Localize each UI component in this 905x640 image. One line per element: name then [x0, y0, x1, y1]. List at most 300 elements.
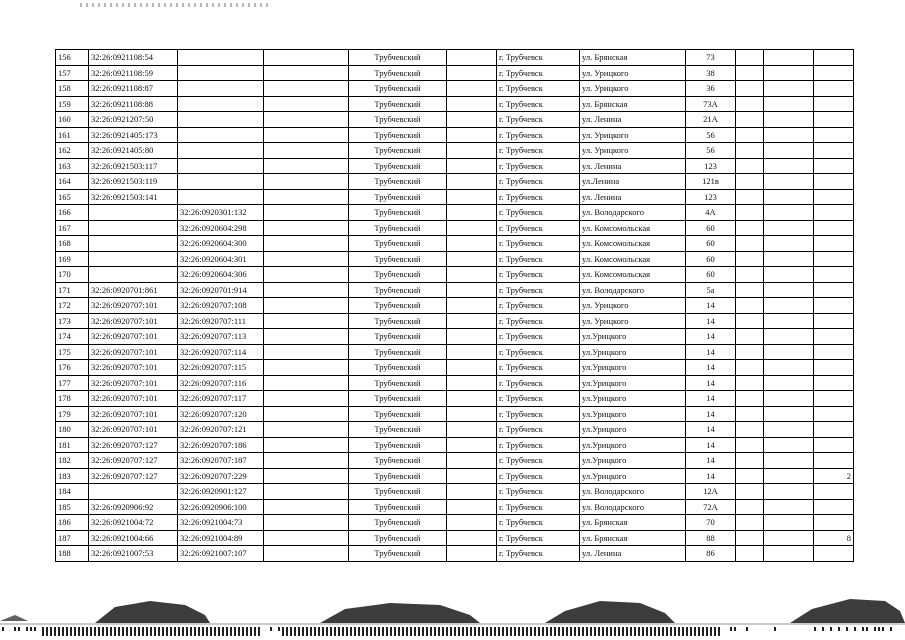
- scan-bottom-noise: [0, 585, 905, 640]
- scan-tick-mark: [322, 627, 324, 636]
- table-row: [56, 391, 854, 407]
- cell-blank4: [764, 391, 814, 407]
- cell-cad_b: 32:26:0920707:187: [178, 453, 264, 469]
- cell-street: ул. Брянская: [580, 96, 686, 112]
- cell-extra: [814, 189, 854, 205]
- cell-cad_b: [178, 96, 264, 112]
- scan-tick-mark: [198, 627, 200, 636]
- scan-tick-mark: [174, 627, 176, 636]
- table-row: [56, 422, 854, 438]
- cell-cad_a: 32:26:0920707:101: [89, 391, 178, 407]
- scan-tick-mark: [506, 627, 508, 636]
- cell-cad_a: [89, 267, 178, 283]
- scan-tick-mark: [178, 627, 180, 636]
- cell-blank2: [447, 189, 497, 205]
- scan-tick-mark: [878, 627, 880, 631]
- cell-extra: [814, 267, 854, 283]
- cell-blank3: [736, 267, 764, 283]
- scan-tick-mark: [270, 627, 272, 631]
- cell-street: ул. Урицкого: [580, 313, 686, 329]
- scan-tick-mark: [582, 627, 584, 636]
- cell-extra: [814, 158, 854, 174]
- cell-blank4: [764, 406, 814, 422]
- cell-blank2: [447, 298, 497, 314]
- scan-tick-mark: [618, 627, 620, 636]
- cell-district: Трубчевский: [349, 143, 447, 159]
- cell-blank2: [447, 251, 497, 267]
- cell-num: 159: [56, 96, 89, 112]
- cell-street: ул. Володарского: [580, 205, 686, 221]
- cell-street: ул. Ленина: [580, 189, 686, 205]
- cell-num: 160: [56, 112, 89, 128]
- cell-extra: [814, 422, 854, 438]
- cell-blank1: [264, 360, 349, 376]
- scan-tick-mark: [394, 627, 396, 636]
- scan-tick-mark: [830, 627, 832, 631]
- cell-city: г. Трубчевск: [497, 453, 580, 469]
- cell-street: ул.Урицкого: [580, 391, 686, 407]
- cell-blank4: [764, 267, 814, 283]
- cell-city: г. Трубчевск: [497, 143, 580, 159]
- scan-tick-mark: [34, 627, 36, 631]
- cell-street: ул. Комсомольская: [580, 251, 686, 267]
- cell-cad_b: [178, 174, 264, 190]
- cell-blank4: [764, 127, 814, 143]
- cell-blank1: [264, 313, 349, 329]
- scan-tick-mark: [362, 627, 364, 636]
- cell-blank4: [764, 65, 814, 81]
- cell-street: ул. Брянская: [580, 50, 686, 66]
- cell-blank3: [736, 515, 764, 531]
- scan-tick-mark: [534, 627, 536, 636]
- table-row: [56, 453, 854, 469]
- scan-tick-mark: [586, 627, 588, 636]
- table-row: [56, 313, 854, 329]
- cell-house: 14: [686, 453, 736, 469]
- cell-district: Трубчевский: [349, 484, 447, 500]
- cell-street: ул. Брянская: [580, 515, 686, 531]
- cell-blank4: [764, 50, 814, 66]
- scan-tick-mark: [230, 627, 232, 636]
- scan-tick-mark: [402, 627, 404, 636]
- scan-tick-mark: [462, 627, 464, 636]
- cell-blank1: [264, 112, 349, 128]
- scan-tick-mark: [242, 627, 244, 636]
- cell-house: 14: [686, 344, 736, 360]
- cell-district: Трубчевский: [349, 158, 447, 174]
- cell-blank3: [736, 189, 764, 205]
- table-row: [56, 65, 854, 81]
- table-row: [56, 515, 854, 531]
- cell-district: Трубчевский: [349, 96, 447, 112]
- cell-city: г. Трубчевск: [497, 344, 580, 360]
- scan-tick-mark: [166, 627, 168, 636]
- cell-extra: 8: [814, 530, 854, 546]
- scan-tick-mark: [470, 627, 472, 636]
- cell-num: 164: [56, 174, 89, 190]
- scan-tick-mark: [106, 627, 108, 636]
- scan-tick-mark: [94, 627, 96, 636]
- cell-house: 121в: [686, 174, 736, 190]
- scan-tick-mark: [706, 627, 708, 636]
- scan-tick-mark: [138, 627, 140, 636]
- table-row: [56, 437, 854, 453]
- cell-extra: [814, 375, 854, 391]
- cell-cad_a: 32:26:0921503:119: [89, 174, 178, 190]
- cell-blank2: [447, 422, 497, 438]
- cell-cad_b: [178, 81, 264, 97]
- cell-house: 38: [686, 65, 736, 81]
- scan-tick-mark: [518, 627, 520, 636]
- cell-district: Трубчевский: [349, 174, 447, 190]
- cell-blank2: [447, 81, 497, 97]
- scan-tick-mark: [658, 627, 660, 636]
- cell-cad_a: 32:26:0921405:173: [89, 127, 178, 143]
- scan-tick-mark: [614, 627, 616, 636]
- scan-tick-mark: [838, 627, 840, 631]
- scan-tick-mark: [366, 627, 368, 636]
- cell-house: 4А: [686, 205, 736, 221]
- table-row: [56, 298, 854, 314]
- cell-blank2: [447, 220, 497, 236]
- cell-num: 156: [56, 50, 89, 66]
- cell-extra: [814, 282, 854, 298]
- scan-tick-mark: [250, 627, 252, 636]
- cell-house: 73: [686, 50, 736, 66]
- scan-tick-mark: [570, 627, 572, 636]
- cell-house: 123: [686, 158, 736, 174]
- cell-blank2: [447, 96, 497, 112]
- cell-blank2: [447, 344, 497, 360]
- cell-blank4: [764, 96, 814, 112]
- cell-cad_a: 32:26:0921004:72: [89, 515, 178, 531]
- cell-blank2: [447, 267, 497, 283]
- scan-tick-mark: [378, 627, 380, 636]
- cell-cad_a: [89, 484, 178, 500]
- cell-street: ул.Урицкого: [580, 360, 686, 376]
- scan-tick-mark: [594, 627, 596, 636]
- cell-extra: [814, 344, 854, 360]
- cell-street: ул.Урицкого: [580, 437, 686, 453]
- scan-tick-mark: [70, 627, 72, 636]
- scan-tick-mark: [222, 627, 224, 636]
- scan-tick-mark: [190, 627, 192, 636]
- cell-num: 162: [56, 143, 89, 159]
- cell-num: 167: [56, 220, 89, 236]
- cell-extra: [814, 143, 854, 159]
- scan-tick-mark: [286, 627, 288, 636]
- cell-cad_a: 32:26:0921108:59: [89, 65, 178, 81]
- scan-tick-mark: [686, 627, 688, 636]
- cell-blank1: [264, 50, 349, 66]
- scan-tick-mark: [874, 627, 876, 631]
- cell-blank3: [736, 174, 764, 190]
- cell-blank2: [447, 515, 497, 531]
- scan-tick-mark: [774, 627, 776, 631]
- table-row: [56, 127, 854, 143]
- cell-cad_a: 32:26:0921503:141: [89, 189, 178, 205]
- cell-house: 5а: [686, 282, 736, 298]
- cell-blank4: [764, 282, 814, 298]
- cell-extra: [814, 251, 854, 267]
- cell-cad_b: [178, 112, 264, 128]
- cell-district: Трубчевский: [349, 406, 447, 422]
- cell-blank3: [736, 313, 764, 329]
- cell-street: ул. Володарского: [580, 484, 686, 500]
- cell-num: 168: [56, 236, 89, 252]
- cell-cad_b: 32:26:0920707:121: [178, 422, 264, 438]
- scan-tick-mark: [422, 627, 424, 636]
- cell-extra: [814, 298, 854, 314]
- cell-blank2: [447, 406, 497, 422]
- cell-extra: [814, 391, 854, 407]
- cell-blank1: [264, 251, 349, 267]
- cell-house: 56: [686, 127, 736, 143]
- cell-district: Трубчевский: [349, 81, 447, 97]
- cell-blank4: [764, 81, 814, 97]
- cell-house: 14: [686, 375, 736, 391]
- scan-tick-mark: [114, 627, 116, 636]
- cell-blank1: [264, 499, 349, 515]
- scan-tick-mark: [654, 627, 656, 636]
- cell-street: ул. Брянская: [580, 530, 686, 546]
- cell-num: 183: [56, 468, 89, 484]
- cell-cad_b: [178, 143, 264, 159]
- scan-tick-mark: [118, 627, 120, 636]
- cell-city: г. Трубчевск: [497, 112, 580, 128]
- cell-street: ул. Комсомольская: [580, 236, 686, 252]
- scan-tick-mark: [466, 627, 468, 636]
- cell-district: Трубчевский: [349, 65, 447, 81]
- cell-street: ул. Урицкого: [580, 65, 686, 81]
- cell-blank1: [264, 174, 349, 190]
- scan-tick-mark: [610, 627, 612, 636]
- cell-blank3: [736, 236, 764, 252]
- cell-blank3: [736, 422, 764, 438]
- cell-cad_a: 32:26:0920707:101: [89, 298, 178, 314]
- cell-blank2: [447, 65, 497, 81]
- scan-tick-mark: [486, 627, 488, 636]
- scan-tick-mark: [126, 627, 128, 636]
- cell-cad_b: 32:26:0921007:107: [178, 546, 264, 562]
- table-row: [56, 143, 854, 159]
- cell-blank1: [264, 437, 349, 453]
- table-row: [56, 360, 854, 376]
- cell-house: 14: [686, 360, 736, 376]
- scan-tick-mark: [30, 627, 32, 631]
- cell-blank1: [264, 205, 349, 221]
- cell-city: г. Трубчевск: [497, 468, 580, 484]
- cell-house: 56: [686, 143, 736, 159]
- cell-blank2: [447, 453, 497, 469]
- cell-cad_b: [178, 50, 264, 66]
- scan-tick-mark: [882, 627, 884, 631]
- cell-cad_a: [89, 251, 178, 267]
- cell-street: ул. Урицкого: [580, 298, 686, 314]
- cell-num: 184: [56, 484, 89, 500]
- scan-tick-mark: [386, 627, 388, 636]
- scan-tick-mark: [210, 627, 212, 636]
- cell-cad_b: 32:26:0921004:89: [178, 530, 264, 546]
- cell-extra: [814, 112, 854, 128]
- cell-city: г. Трубчевск: [497, 50, 580, 66]
- cell-blank4: [764, 220, 814, 236]
- cell-blank2: [447, 329, 497, 345]
- cell-district: Трубчевский: [349, 360, 447, 376]
- scan-tick-mark: [302, 627, 304, 636]
- cell-extra: [814, 313, 854, 329]
- table-row: [56, 329, 854, 345]
- cell-blank4: [764, 422, 814, 438]
- cell-blank3: [736, 329, 764, 345]
- scan-tick-mark: [450, 627, 452, 636]
- cell-house: 60: [686, 236, 736, 252]
- cell-house: 86: [686, 546, 736, 562]
- cell-district: Трубчевский: [349, 220, 447, 236]
- scan-tick-mark: [246, 627, 248, 636]
- scan-tick-mark: [474, 627, 476, 636]
- cell-city: г. Трубчевск: [497, 484, 580, 500]
- cell-blank4: [764, 174, 814, 190]
- cell-district: Трубчевский: [349, 530, 447, 546]
- cell-district: Трубчевский: [349, 127, 447, 143]
- scan-tick-mark: [538, 627, 540, 636]
- cell-city: г. Трубчевск: [497, 158, 580, 174]
- cell-blank2: [447, 282, 497, 298]
- cell-blank3: [736, 499, 764, 515]
- scan-tick-mark: [526, 627, 528, 636]
- cell-cad_a: 32:26:0920906:92: [89, 499, 178, 515]
- scan-tick-mark: [598, 627, 600, 636]
- scan-tick-mark: [154, 627, 156, 636]
- cell-district: Трубчевский: [349, 50, 447, 66]
- cell-extra: [814, 236, 854, 252]
- scan-tick-mark: [158, 627, 160, 636]
- cell-house: 21А: [686, 112, 736, 128]
- cell-city: г. Трубчевск: [497, 189, 580, 205]
- cell-num: 182: [56, 453, 89, 469]
- cell-blank4: [764, 546, 814, 562]
- cell-street: ул. Комсомольская: [580, 267, 686, 283]
- cell-num: 157: [56, 65, 89, 81]
- cell-blank3: [736, 468, 764, 484]
- cell-blank4: [764, 375, 814, 391]
- cell-extra: [814, 437, 854, 453]
- scan-tick-mark: [554, 627, 556, 636]
- cell-blank3: [736, 251, 764, 267]
- cell-house: 60: [686, 220, 736, 236]
- scan-tick-mark: [446, 627, 448, 636]
- cell-district: Трубчевский: [349, 453, 447, 469]
- table-row: [56, 468, 854, 484]
- cell-extra: [814, 329, 854, 345]
- cell-district: Трубчевский: [349, 313, 447, 329]
- cell-num: 179: [56, 406, 89, 422]
- cell-cad_b: 32:26:0920707:115: [178, 360, 264, 376]
- scan-artifact-top: [80, 3, 270, 7]
- cell-blank2: [447, 437, 497, 453]
- cell-blank3: [736, 282, 764, 298]
- cell-blank1: [264, 453, 349, 469]
- scan-tick-mark: [306, 627, 308, 636]
- cell-num: 177: [56, 375, 89, 391]
- scan-tick-mark: [602, 627, 604, 636]
- table-row: [56, 282, 854, 298]
- cell-blank3: [736, 220, 764, 236]
- cell-blank3: [736, 96, 764, 112]
- cell-cad_a: 32:26:0920707:101: [89, 360, 178, 376]
- scan-tick-mark: [558, 627, 560, 636]
- cell-cad_a: 32:26:0921207:50: [89, 112, 178, 128]
- cell-blank4: [764, 251, 814, 267]
- cell-house: 14: [686, 391, 736, 407]
- cell-blank2: [447, 375, 497, 391]
- cell-blank3: [736, 298, 764, 314]
- scan-tick-mark: [494, 627, 496, 636]
- cell-blank4: [764, 205, 814, 221]
- scan-tick-mark: [254, 627, 256, 636]
- scan-tick-mark: [846, 627, 848, 631]
- cell-city: г. Трубчевск: [497, 81, 580, 97]
- cell-num: 178: [56, 391, 89, 407]
- scan-tick-mark: [14, 627, 16, 631]
- scan-tick-mark: [42, 627, 44, 636]
- cell-extra: [814, 65, 854, 81]
- cell-house: 14: [686, 329, 736, 345]
- cell-street: ул.Урицкого: [580, 375, 686, 391]
- cell-blank4: [764, 329, 814, 345]
- cell-blank3: [736, 344, 764, 360]
- cell-cad_b: 32:26:0920707:120: [178, 406, 264, 422]
- scan-tick-mark: [694, 627, 696, 636]
- cell-street: ул. Урицкого: [580, 81, 686, 97]
- scan-tick-mark: [50, 627, 52, 636]
- cell-district: Трубчевский: [349, 375, 447, 391]
- cell-city: г. Трубчевск: [497, 220, 580, 236]
- cell-house: 123: [686, 189, 736, 205]
- cell-house: 73А: [686, 96, 736, 112]
- table-row: [56, 344, 854, 360]
- cell-house: 60: [686, 251, 736, 267]
- scan-tick-mark: [854, 627, 856, 631]
- cell-district: Трубчевский: [349, 267, 447, 283]
- cell-blank3: [736, 50, 764, 66]
- scan-tick-mark: [406, 627, 408, 636]
- scan-tick-mark: [338, 627, 340, 636]
- scan-tick-mark: [18, 627, 20, 631]
- cell-cad_b: 32:26:0920707:113: [178, 329, 264, 345]
- cell-blank3: [736, 453, 764, 469]
- cell-street: ул.Урицкого: [580, 468, 686, 484]
- cell-cad_b: [178, 189, 264, 205]
- cell-city: г. Трубчевск: [497, 437, 580, 453]
- cell-cad_b: 32:26:0921004:73: [178, 515, 264, 531]
- cell-city: г. Трубчевск: [497, 298, 580, 314]
- cell-blank4: [764, 484, 814, 500]
- cell-blank2: [447, 546, 497, 562]
- cell-blank1: [264, 515, 349, 531]
- table-row: [56, 499, 854, 515]
- cell-street: ул. Володарского: [580, 282, 686, 298]
- scan-tick-mark: [342, 627, 344, 636]
- scan-tick-mark: [194, 627, 196, 636]
- cell-num: 186: [56, 515, 89, 531]
- cell-blank1: [264, 344, 349, 360]
- cell-blank4: [764, 453, 814, 469]
- scan-tick-mark: [674, 627, 676, 636]
- scan-tick-mark: [426, 627, 428, 636]
- cell-blank3: [736, 65, 764, 81]
